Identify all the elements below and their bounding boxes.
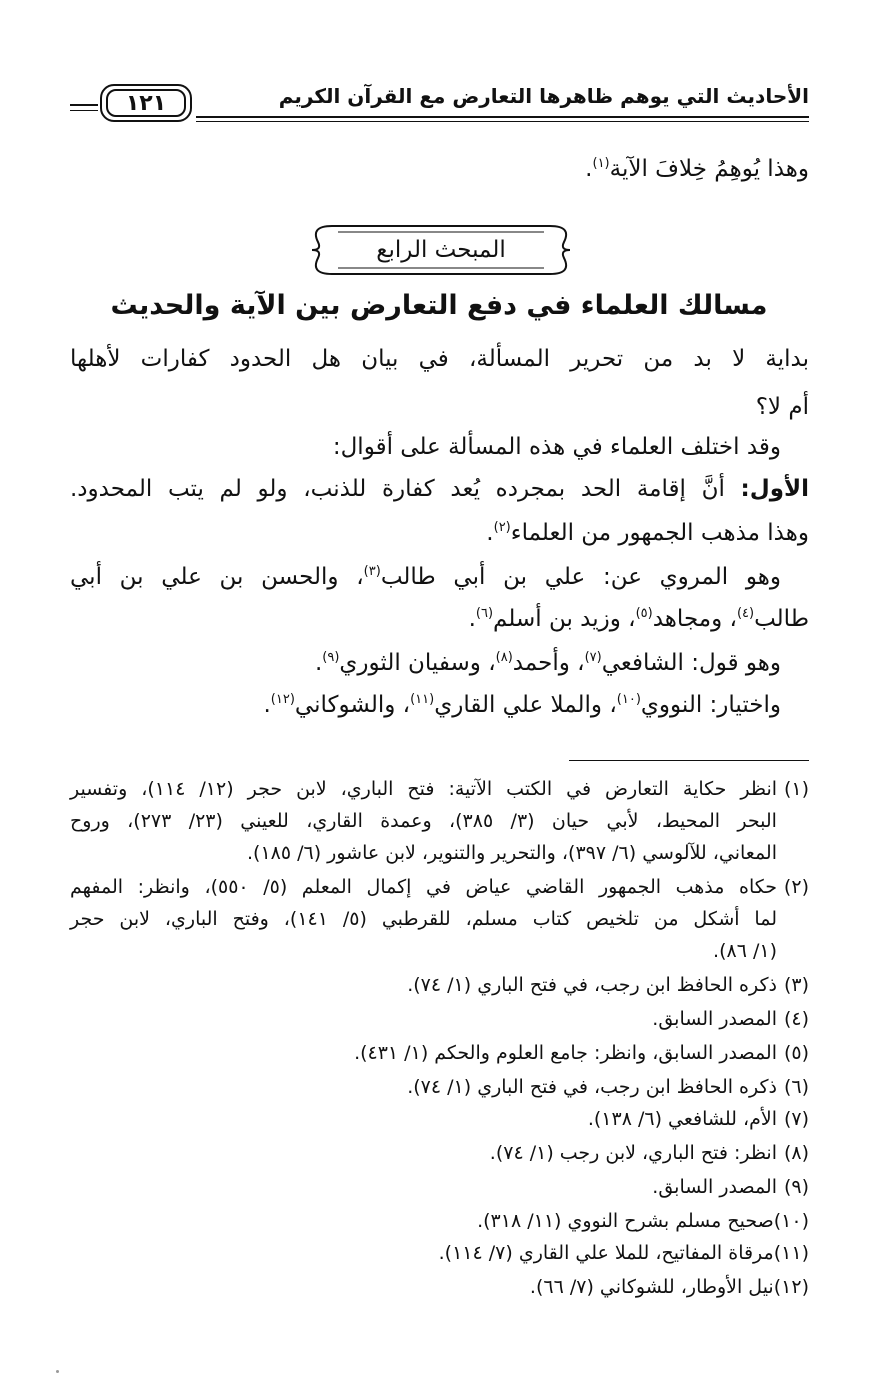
footnote-number: (١٢) [773, 1276, 809, 1298]
period: . [263, 692, 271, 718]
intro-text: وهذا يُوهِمُ خِلافَ الآية [609, 156, 809, 182]
section-label: المبحث الرابع [376, 237, 506, 263]
footnote-number: (١٠) [773, 1210, 809, 1232]
footnote-10 [477, 1210, 809, 1232]
narrated-line-2 [469, 606, 809, 632]
footnote-ref[interactable]: (١١) [410, 692, 435, 707]
footnote-7 [588, 1108, 809, 1130]
footnote-ref[interactable]: (٢) [493, 520, 511, 535]
footnote-5 [354, 1042, 809, 1064]
footnote-ref[interactable]: (١٢) [270, 692, 295, 707]
footnote-text: المصدر السابق، وانظر: جامع العلوم والحكم (١/ ٤٣١). [354, 1042, 777, 1064]
footnote-number: (٥) [783, 1042, 809, 1064]
section-title: مسالك العلماء في دفع التعارض بين الآية والحديث [110, 290, 768, 321]
footnote-9 [652, 1176, 809, 1198]
choice-line [263, 692, 781, 718]
footnote-ref[interactable]: (٥) [635, 606, 653, 621]
header-rule [196, 116, 809, 118]
intro-line [585, 156, 809, 182]
footnote-separator [569, 760, 809, 761]
narrated-text: ، وزيد بن أسلم [493, 606, 636, 632]
narrated-line [70, 564, 781, 590]
footnote-text: انظر حكاية التعارض في الكتب الآتية: فتح الباري، لابن حجر (١٢/ ١١٤)، وتفسير [70, 778, 778, 800]
narrated-text: طالب [754, 606, 809, 632]
page-number-frame [100, 84, 192, 122]
footnote-ref[interactable]: (١٠) [616, 692, 641, 707]
footnote-number: (٣) [783, 974, 809, 996]
paragraph-line: أم لا؟ [755, 394, 809, 420]
narrated-text: ، ومجاهد [652, 606, 737, 632]
footnote-ref[interactable]: (٦) [475, 606, 494, 621]
footnote-ref[interactable]: (٨) [495, 650, 513, 665]
choice-text: ، والشوكاني [294, 692, 411, 718]
section-heading-box [308, 222, 574, 278]
choice-text: واختيار: النووي [640, 692, 781, 718]
footnote-number: (٢) [783, 876, 809, 898]
opinion-text: وهو قول: الشافعي [601, 650, 781, 676]
scan-speck [56, 1370, 59, 1373]
narrated-text: وهو المروي عن: علي بن أبي طالب [380, 564, 781, 590]
footnote-number: (١١) [773, 1242, 809, 1264]
first-label: الأول: [740, 476, 810, 502]
majority-text: وهذا مذهب الجمهور من العلماء [510, 520, 809, 546]
footnote-ref[interactable]: (٧) [584, 650, 602, 665]
period: . [468, 606, 476, 632]
footnote-text: صحيح مسلم بشرح النووي (١١/ ٣١٨). [477, 1210, 774, 1232]
footnote-text: نيل الأوطار، للشوكاني (٧/ ٦٦). [529, 1276, 774, 1298]
footnote-text: لما أشكل من تلخيص كتاب مسلم، للقرطبي (٥/ ١٤١)، وفتح الباري، لابن حجر [70, 908, 777, 930]
choice-text: ، والملا علي القاري [434, 692, 617, 718]
footnote-text: ذكره الحافظ ابن رجب، في فتح الباري (١/ ٧٤). [407, 974, 777, 996]
footnote-text: المصدر السابق. [652, 1008, 777, 1030]
footnote-3 [407, 974, 809, 996]
footnote-11 [439, 1242, 809, 1264]
footnote-ref[interactable]: (١) [592, 156, 610, 171]
header-rule-thin [196, 121, 809, 122]
footnote-number: (٤) [783, 1008, 809, 1030]
footnote-text: مرقاة المفاتيح، للملا علي القاري (٧/ ١١٤). [438, 1242, 774, 1264]
footnote-1 [70, 778, 809, 800]
footnote-number: (٩) [783, 1176, 809, 1198]
first-opinion-line [70, 476, 809, 502]
footnote-number: (٧) [783, 1108, 809, 1130]
footnote-text: (١/ ٨٦). [713, 940, 777, 962]
footnote-ref[interactable]: (٣) [363, 564, 381, 579]
paragraph-line: وقد اختلف العلماء في هذه المسألة على أقوال: [332, 434, 781, 460]
opinion-text: ، وسفيان الثوري [339, 650, 496, 676]
footnote-12 [530, 1276, 809, 1298]
footnote-number: (٦) [783, 1076, 809, 1098]
narrated-text: ، والحسن بن علي بن أبي [70, 564, 364, 590]
running-title: الأحاديث التي يوهم ظاهرها التعارض مع القرآن الكريم [278, 84, 809, 108]
header-rule-left-thin [70, 110, 98, 111]
footnote-text: البحر المحيط، لأبي حيان (٣/ ٣٨٥)، وعمدة القاري، للعيني (٢٣/ ٢٧٣)، وروح [70, 810, 777, 832]
footnote-text: المعاني، للآلوسي (٦/ ٣٩٧)، والتحرير والتنوير، لابن عاشور (٦/ ١٨٥). [246, 842, 777, 864]
footnote-4 [652, 1008, 809, 1030]
period: . [486, 520, 494, 546]
footnote-number: (٨) [783, 1142, 809, 1164]
footnote-text: ذكره الحافظ ابن رجب، في فتح الباري (١/ ٧٤). [407, 1076, 777, 1098]
header-rule-left [70, 104, 98, 106]
footnote-text: حكاه مذهب الجمهور القاضي عياض في إكمال المعلم (٥/ ٥٥٠)، وانظر: المفهم [70, 876, 777, 898]
footnote-text: المصدر السابق. [652, 1176, 777, 1198]
footnote-text: انظر: فتح الباري، لابن رجب (١/ ٧٤). [489, 1142, 777, 1164]
paragraph-line: بداية لا بد من تحرير المسألة، في بيان هل الحدود كفارات لأهلها [70, 346, 809, 372]
footnote-text: الأم، للشافعي (٦/ ١٣٨). [587, 1108, 777, 1130]
period: . [585, 156, 593, 182]
footnote-2 [70, 876, 809, 898]
page-number: ١٢١ [106, 89, 186, 117]
period: . [314, 650, 323, 676]
footnote-8 [490, 1142, 809, 1164]
first-text: أنَّ إقامة الحد بمجرده يُعد كفارة للذنب، ولو لم يتب المحدود. [70, 476, 725, 502]
footnote-number: (١) [783, 778, 810, 800]
footnote-ref[interactable]: (٩) [322, 650, 340, 665]
majority-line [486, 520, 809, 546]
opinion-text: ، وأحمد [512, 650, 585, 676]
opinion-line [315, 650, 781, 676]
footnote-ref[interactable]: (٤) [736, 606, 755, 621]
footnote-6 [407, 1076, 809, 1098]
